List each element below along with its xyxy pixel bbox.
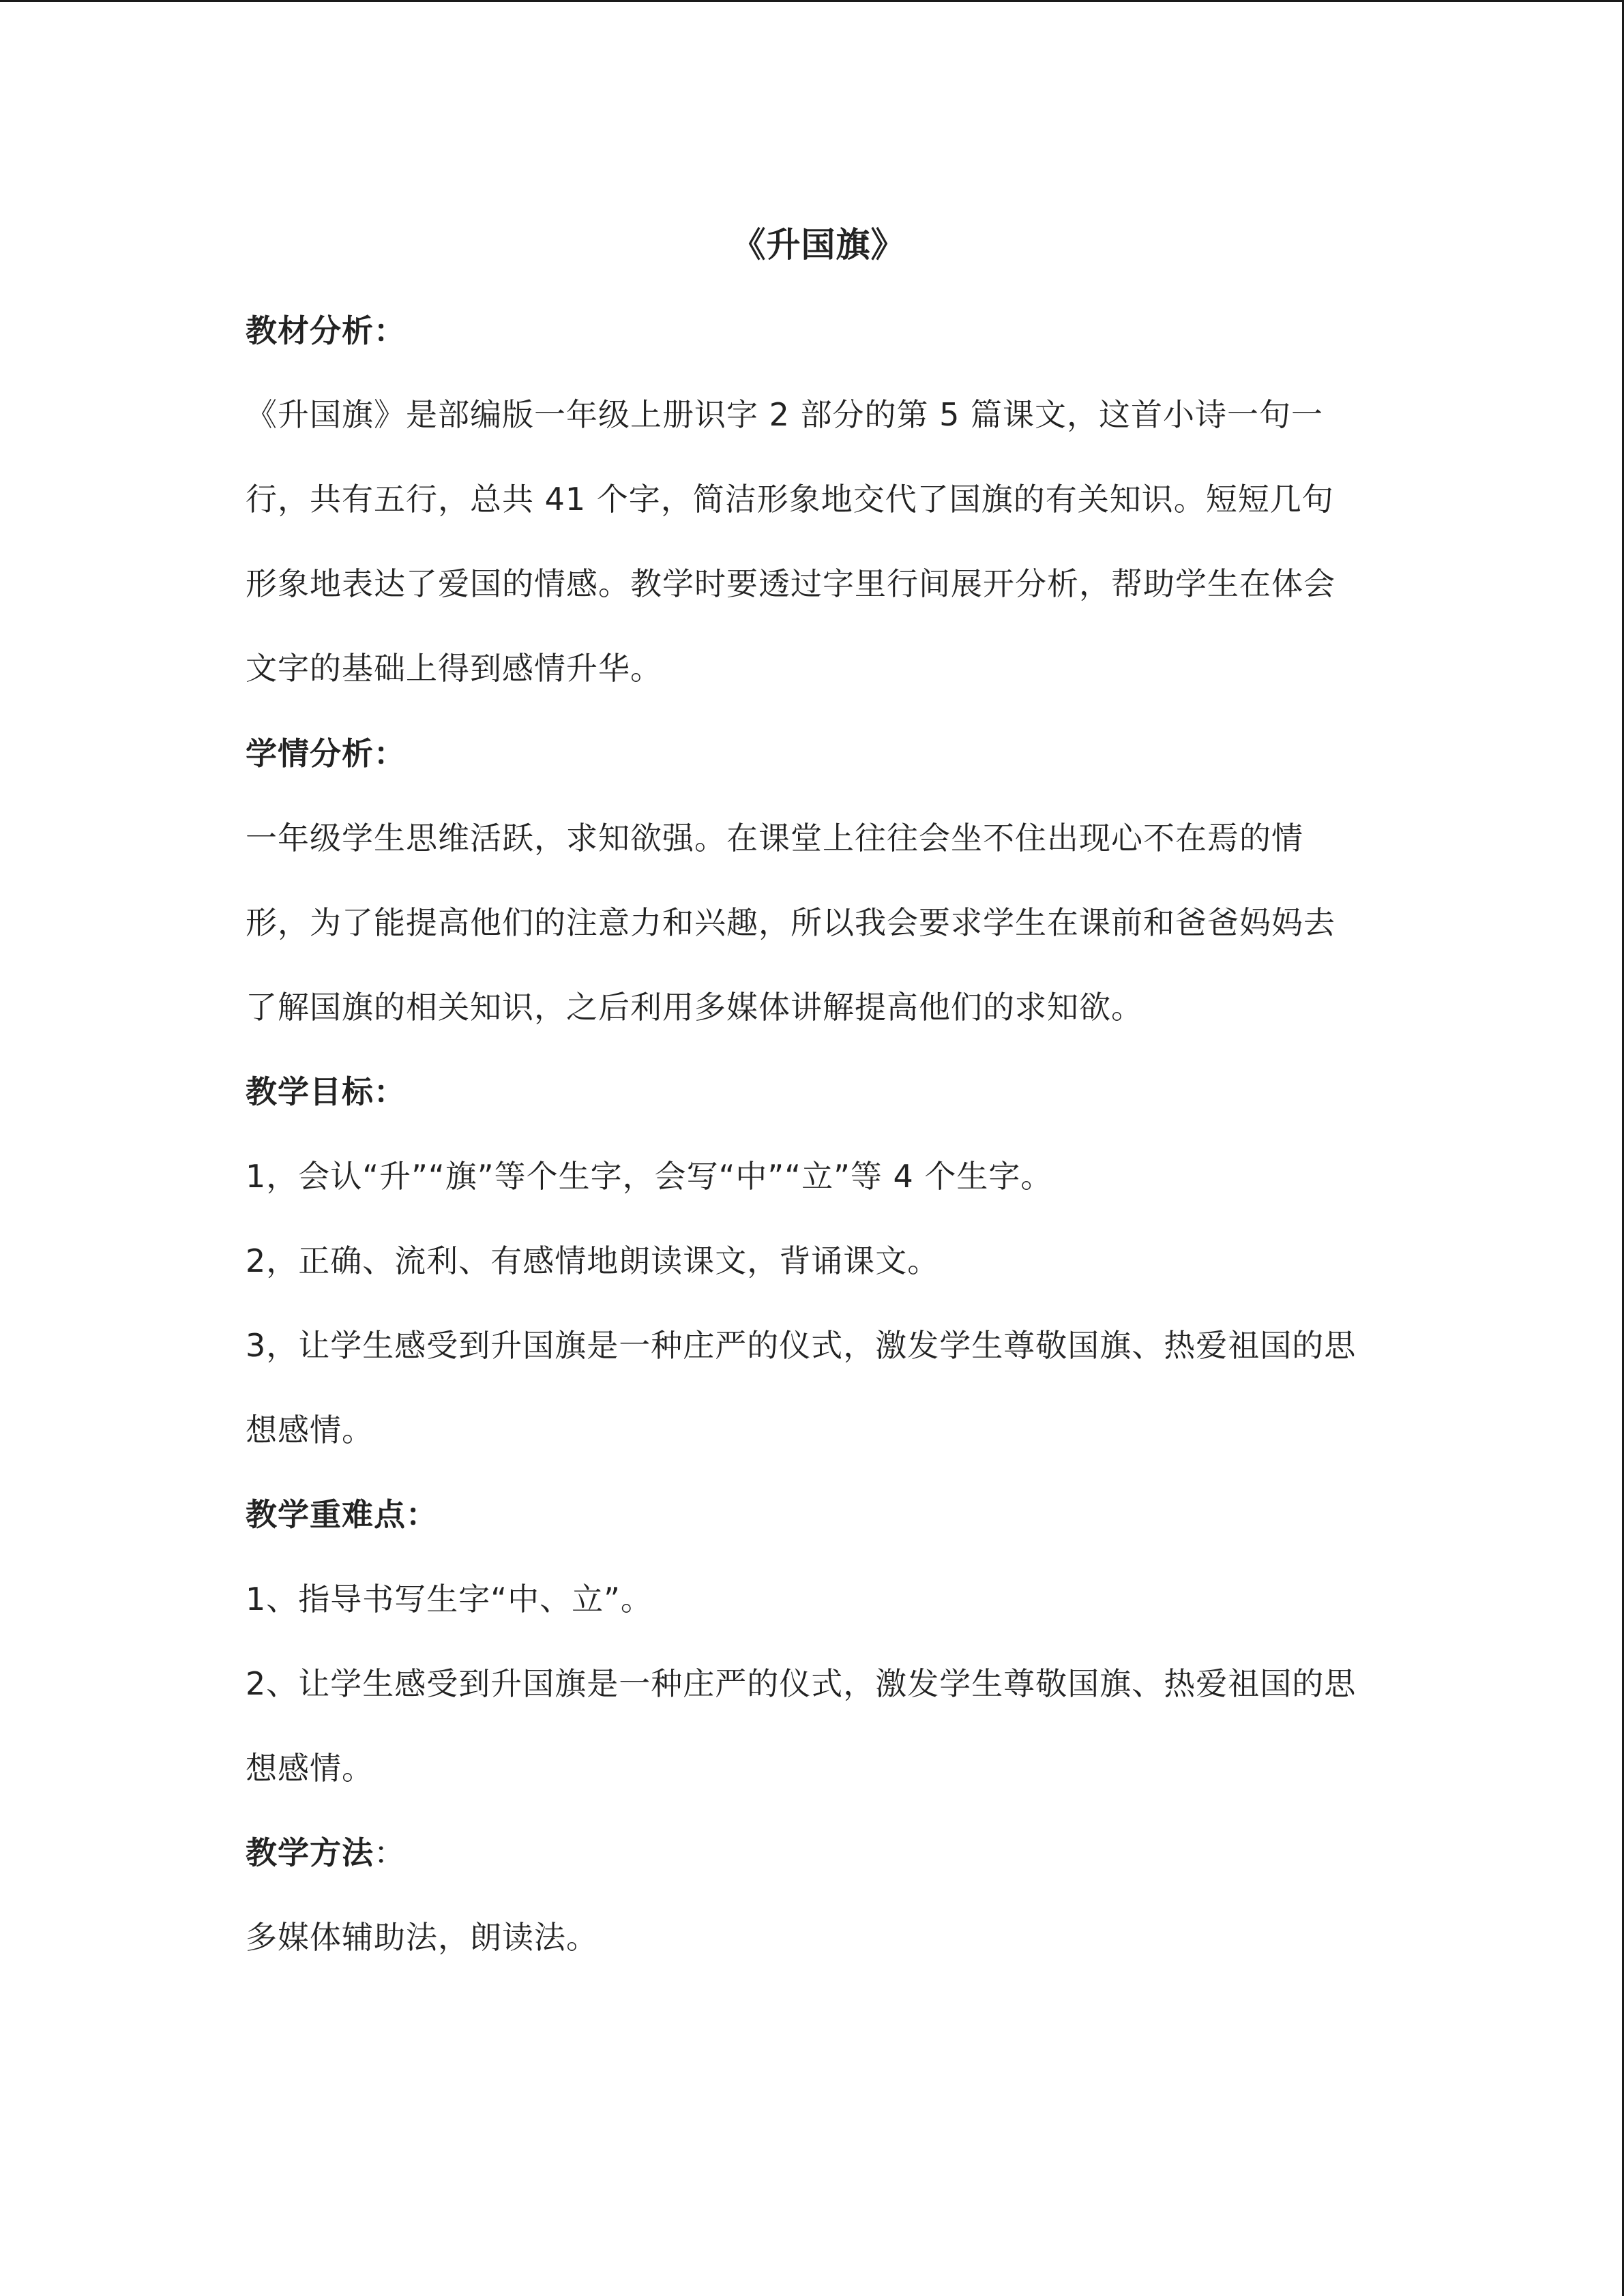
list-item: 1，会认“升”“旗”等个生字，会写“中”“立”等 4 个生字。 <box>246 1158 1053 1195</box>
heading-text: 教学方法 <box>246 1834 374 1871</box>
paragraph-line: 一年级学生思维活跃，求知欲强。在课堂上往往会坐不住出现心不在焉的情 <box>246 820 1303 856</box>
section-heading-teaching-methods <box>246 1827 406 1879</box>
list-item: 1、指导书写生字“中、立”。 <box>246 1581 653 1617</box>
list-item: 2、让学生感受到升国旗是一种庄严的仪式，激发学生尊敬国旗、热爱祖国的思 <box>246 1665 1357 1702</box>
paragraph-line: 形，为了能提高他们的注意力和兴趣，所以我会要求学生在课前和爸爸妈妈去 <box>246 904 1335 941</box>
section-heading-textbook-analysis: 教材分析： <box>246 312 406 349</box>
section-heading-student-analysis: 学情分析： <box>246 735 406 772</box>
paragraph-line: 形象地表达了爱国的情感。教学时要透过字里行间展开分析，帮助学生在体会 <box>246 565 1335 602</box>
list-item: 3，让学生感受到升国旗是一种庄严的仪式，激发学生尊敬国旗、热爱祖国的思 <box>246 1327 1357 1364</box>
heading-colon: ： <box>374 1834 406 1871</box>
paragraph-line: 多媒体辅助法，朗读法。 <box>246 1919 598 1956</box>
list-item-continuation: 想感情。 <box>246 1750 374 1787</box>
paragraph-line: 《升国旗》是部编版一年级上册识字 2 部分的第 5 篇课文，这首小诗一句一 <box>246 396 1324 433</box>
paragraph-line: 行，共有五行，总共 41 个字，简洁形象地交代了国旗的有关知识。短短几句 <box>246 481 1334 518</box>
paragraph-line: 了解国旗的相关知识，之后利用多媒体讲解提高他们的求知欲。 <box>246 989 1143 1026</box>
section-heading-key-difficulties: 教学重难点： <box>246 1496 438 1533</box>
paragraph-line: 文字的基础上得到感情升华。 <box>246 650 662 687</box>
list-item: 2，正确、流利、有感情地朗读课文，背诵课文。 <box>246 1242 940 1279</box>
section-heading-teaching-goals: 教学目标： <box>246 1073 406 1110</box>
document-title: 《升国旗》 <box>731 225 906 265</box>
list-item-continuation: 想感情。 <box>246 1412 374 1448</box>
